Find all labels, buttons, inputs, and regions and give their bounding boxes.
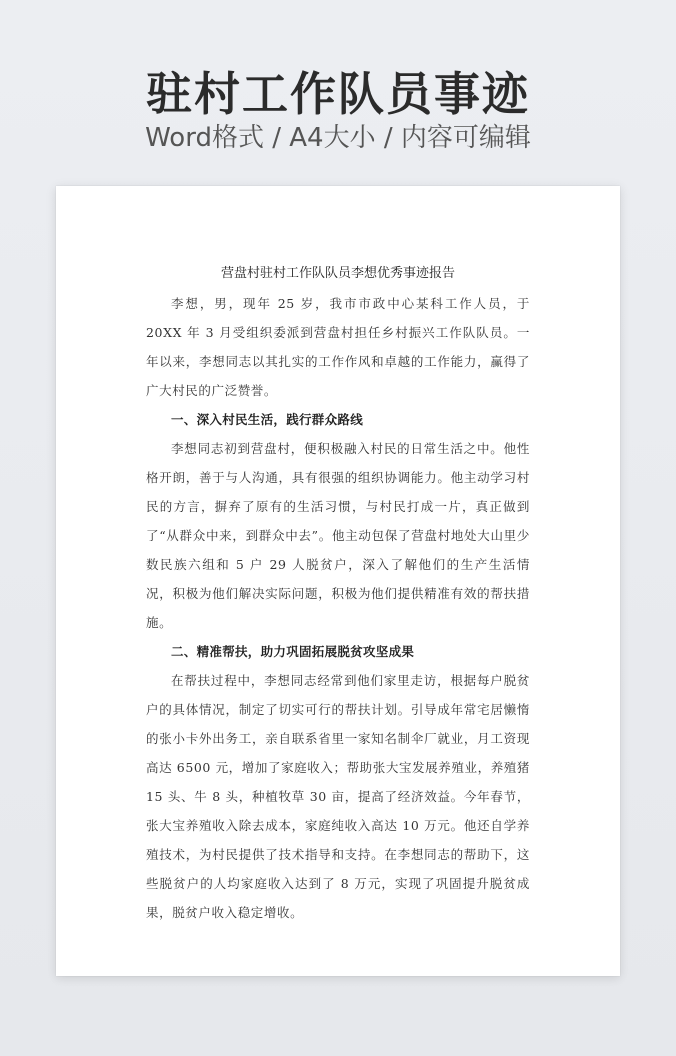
banner-subtitle: Word格式 / A4大小 / 内容可编辑 [145, 123, 531, 153]
section-heading-1: 一、深入村民生活，践行群众路线 [171, 412, 364, 427]
section-1-paragraph: 李想同志初到营盘村，便积极融入村民的日常生活之中。他性格开朗，善于与人沟通，具有很强的组织协调能力。他主动学习村民的方言，摒弃了原有的生活习惯，与村民打成一片，真正做到了“从群众中来，到群众中去”。他主动包保了营盘村地处大山里少数民族六组和 5 户 29 人脱贫户，深入了解他们的生产生活情况，积极为他们解决实际问题，积极为他们提供精准有效的帮扶措施。 [146, 441, 530, 630]
document-body [146, 289, 530, 927]
section-2-paragraph: 在帮扶过程中，李想同志经常到他们家里走访，根据每户脱贫户的具体情况，制定了切实可行的帮扶计划。引导成年常宅居懒惰的张小卡外出务工，亲自联系省里一家知名制伞厂就业，月工资现高达 6500 元，增加了家庭收入；帮助张大宝发展养殖业，养殖猪 15 头、牛 8 头，种植牧草 30 亩，提高了经济效益。今年春节，张大宝养殖收入除去成本，家庭纯收入高达 10 万元。他还自学养殖技术，为村民提供了技术指导和支持。在李想同志的帮助下，这些脱贫户的人均家庭收入达到了 8 万元，实现了巩固提升脱贫成果，脱贫户收入稳定增收。 [146, 673, 530, 920]
banner-title: 驻村工作队员事迹 [146, 67, 530, 121]
section-heading-2: 二、精准帮扶，助力巩固拓展脱贫攻坚成果 [171, 644, 415, 659]
intro-paragraph: 李想，男，现年 25 岁，我市市政中心某科工作人员，于 20XX 年 3 月受组织委派到营盘村担任乡村振兴工作队队员。一年以来，李想同志以其扎实的工作作风和卓越的工作能力，赢得了广大村民的广泛赞誉。 [146, 296, 530, 398]
document-page [56, 186, 620, 976]
document-title: 营盘村驻村工作队队员李想优秀事迹报告 [220, 266, 455, 281]
